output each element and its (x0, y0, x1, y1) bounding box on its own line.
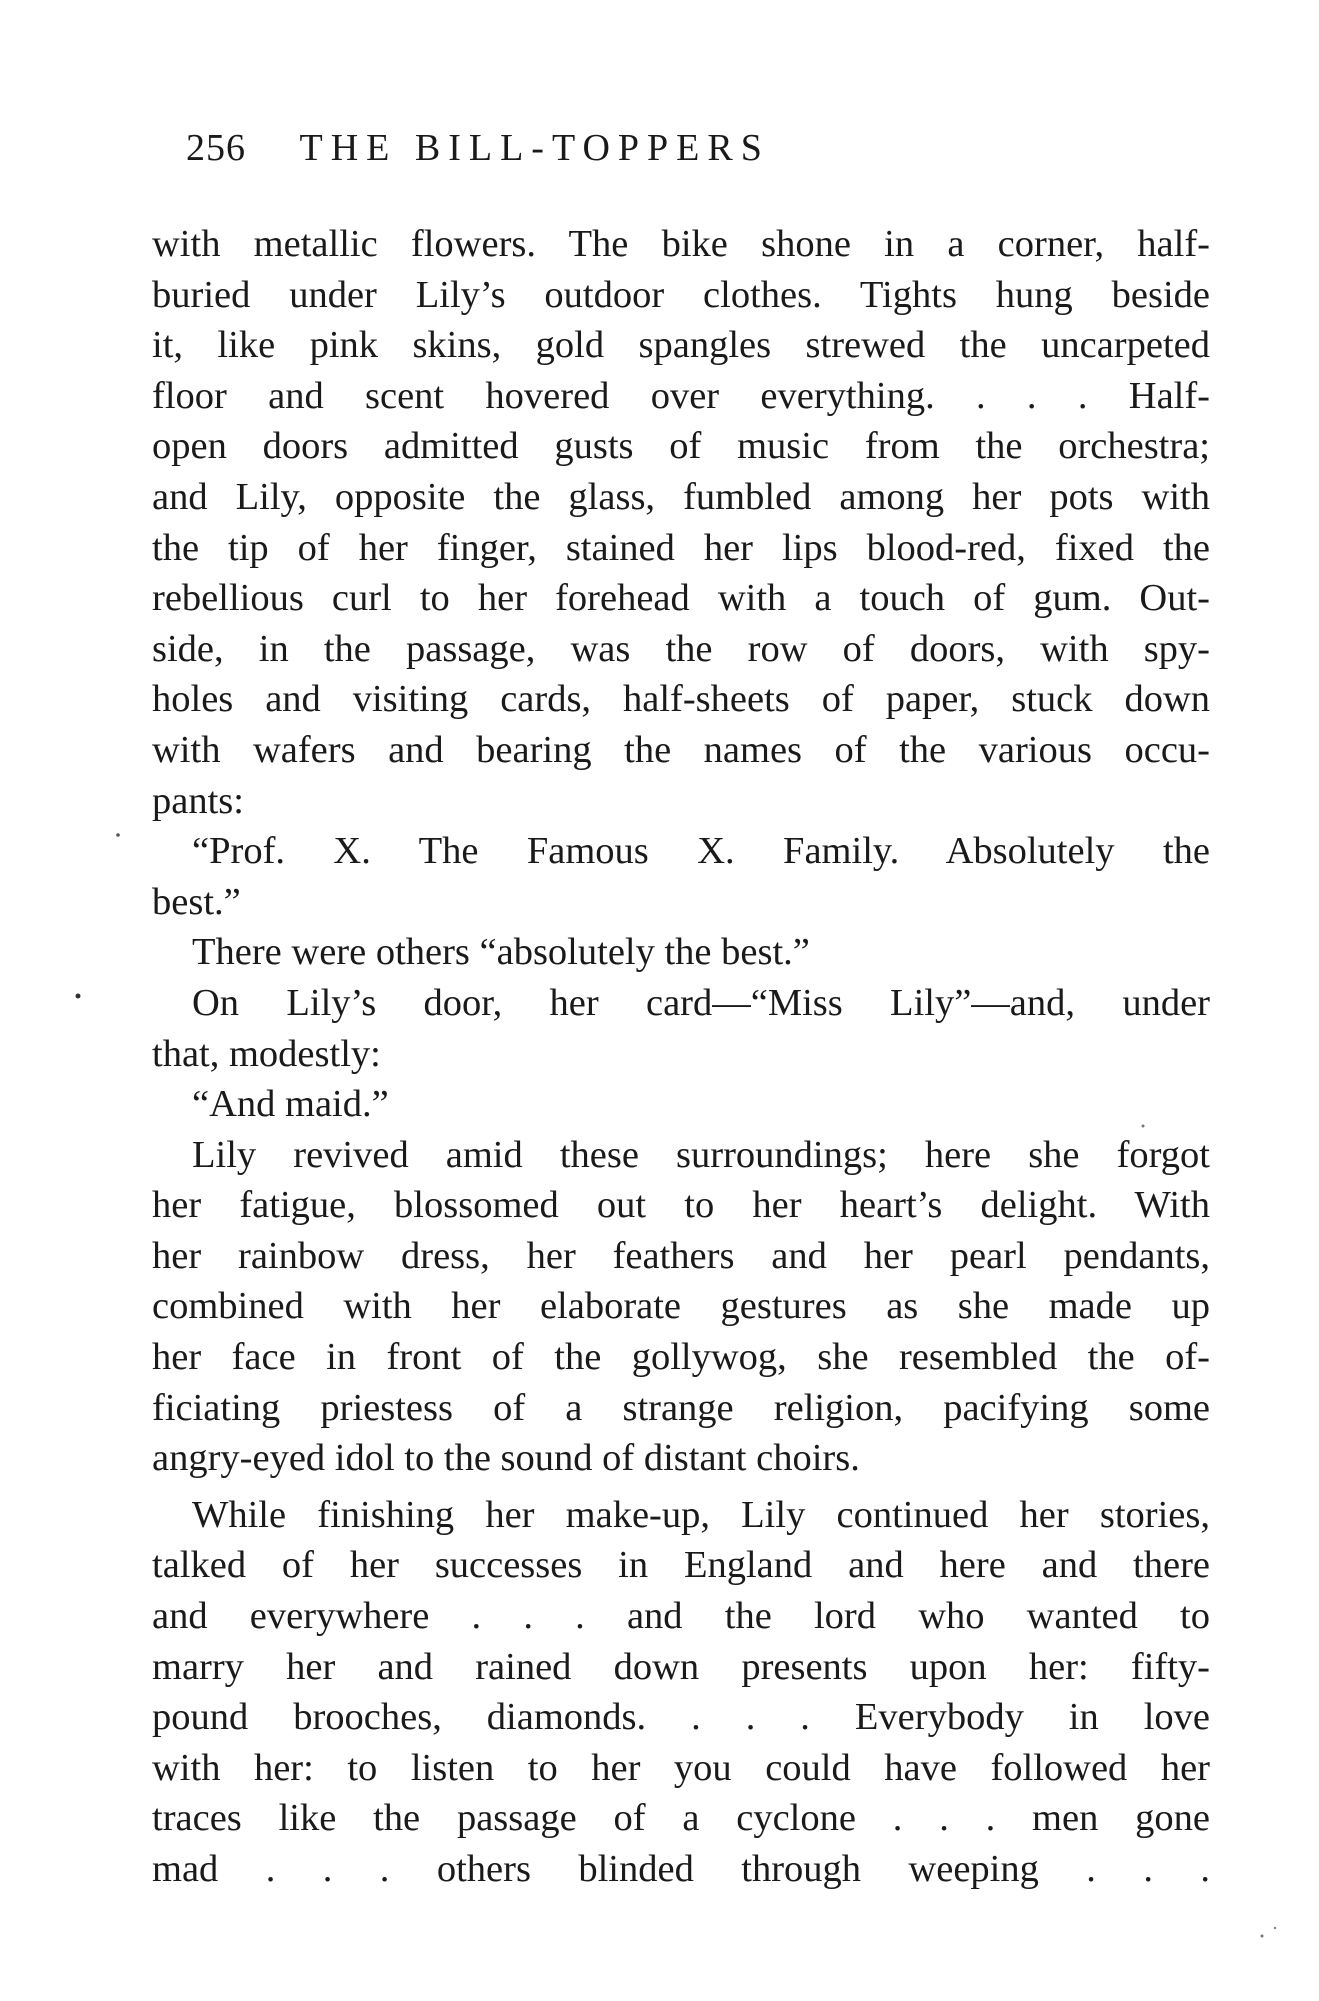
text-line: the tip of her finger, stained her lips blood-red, fixed the (152, 526, 1210, 569)
speck (1274, 1927, 1276, 1929)
text-line: her face in front of the gollywog, she resembled the of- (152, 1336, 1210, 1379)
running-head (186, 118, 1206, 178)
text-line: buried under Lily’s outdoor clothes. Tights hung beside (152, 273, 1210, 316)
text-line: ficiating priestess of a strange religion, pacifying some (152, 1386, 1210, 1429)
text-line: “And maid.” (192, 1083, 389, 1126)
text-line: combined with her elaborate gestures as she made up (152, 1285, 1210, 1328)
text-line: floor and scent hovered over everything. . . . Half- (152, 374, 1210, 417)
body-text (152, 219, 1210, 1895)
speck (116, 833, 120, 837)
text-line: holes and visiting cards, half-sheets of paper, stuck down (152, 678, 1210, 721)
speck (1261, 1935, 1264, 1938)
text-line: pound brooches, diamonds. . . . Everybody in love (152, 1696, 1210, 1739)
text-line: and everywhere . . . and the lord who wanted to (152, 1595, 1210, 1638)
text-line: her rainbow dress, her feathers and her pearl pendants, (152, 1234, 1210, 1277)
text-line: On Lily’s door, her card—“Miss Lily”—and, under (192, 981, 1210, 1024)
text-line: her fatigue, blossomed out to her heart’s delight. With (152, 1184, 1210, 1227)
text-line: pants: (152, 779, 244, 822)
speck (76, 994, 81, 999)
text-line: side, in the passage, was the row of doors, with spy- (152, 627, 1210, 670)
text-line: best.” (152, 880, 241, 923)
text-line: Lily revived amid these surroundings; here she forgot (192, 1133, 1210, 1176)
text-line: open doors admitted gusts of music from the orchestra; (152, 425, 1210, 468)
text-line: that, modestly: (152, 1032, 381, 1075)
text-line: with her: to listen to her you could have followed her (152, 1746, 1210, 1789)
text-line: mad . . . others blinded through weeping . . . (152, 1848, 1210, 1890)
text-line: talked of her successes in England and here and there (152, 1544, 1210, 1587)
text-line: There were others “absolutely the best.” (192, 931, 810, 974)
page-number: 256 (186, 127, 246, 169)
text-line: angry-eyed idol to the sound of distant choirs. (152, 1437, 860, 1480)
text-line: with metallic flowers. The bike shone in a corner, half- (152, 223, 1210, 265)
text-line: rebellious curl to her forehead with a touch of gum. Out- (152, 577, 1210, 620)
running-title: THE BILL-TOPPERS (299, 127, 770, 169)
text-line: “Prof. X. The Famous X. Family. Absolutely the (192, 830, 1210, 873)
text-line: it, like pink skins, gold spangles strewed the uncarpeted (152, 324, 1210, 367)
text-line: While finishing her make-up, Lily continued her stories, (192, 1493, 1210, 1536)
text-line: marry her and rained down presents upon her: fifty- (152, 1645, 1210, 1688)
text-line: with wafers and bearing the names of the various occu- (152, 728, 1210, 771)
text-line: traces like the passage of a cyclone . . . men gone (152, 1797, 1210, 1840)
text-line: and Lily, opposite the glass, fumbled among her pots with (152, 475, 1210, 518)
